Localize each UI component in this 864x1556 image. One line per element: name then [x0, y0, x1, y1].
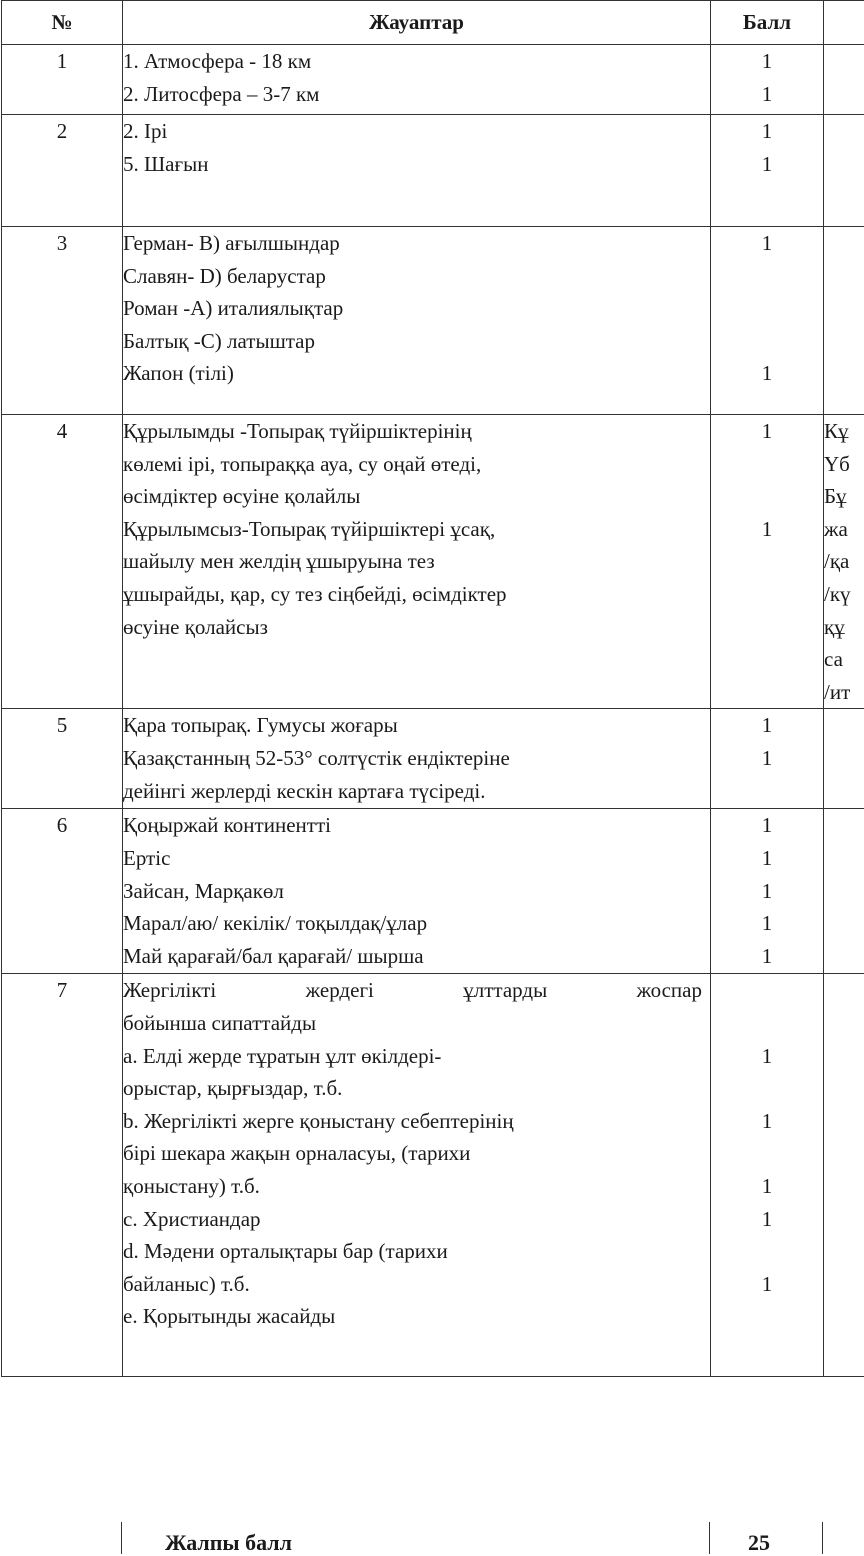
- answer-line: a. Елді жерде тұратын ұлт өкілдері-: [123, 1040, 710, 1073]
- table-row: [2, 974, 864, 1377]
- point-value: 1: [711, 148, 823, 181]
- extra-cell: [824, 227, 864, 415]
- point-value: 1: [711, 842, 823, 875]
- answer-line: [123, 180, 710, 213]
- extra-fragment: құ: [824, 611, 864, 644]
- point-value: [711, 974, 823, 1007]
- answer-line: [123, 1333, 710, 1366]
- total-row-divider-mid: [709, 1522, 710, 1554]
- point-value: 1: [711, 45, 823, 78]
- answer-cell: [123, 709, 711, 809]
- answer-line: көлемі ірі, топыраққа ауа, су оңай өтеді,: [123, 448, 710, 481]
- point-value: 1: [711, 357, 823, 390]
- point-value: 1: [711, 709, 823, 742]
- answer-line: Қоңыржай континентті: [123, 809, 710, 842]
- extra-cell: [824, 115, 864, 227]
- total-row-divider-left: [121, 1522, 122, 1554]
- answer-line: [123, 643, 710, 676]
- answers-table: [1, 0, 864, 1377]
- row-number: 4: [2, 415, 123, 709]
- answer-line: Славян- D) беларустар: [123, 260, 710, 293]
- point-value: [711, 545, 823, 578]
- point-value: [711, 775, 823, 808]
- answer-cell: [123, 809, 711, 974]
- answer-line: Құрылымды -Топырақ түйіршіктерінің: [123, 415, 710, 448]
- header-number: №: [2, 1, 123, 45]
- header-answers: Жауаптар: [123, 1, 711, 45]
- extra-cell: [824, 415, 864, 709]
- answer-line: Жапон (тілі): [123, 357, 710, 390]
- point-value: [711, 292, 823, 325]
- answer-line: 2. Ірі: [123, 115, 710, 148]
- row-number: 5: [2, 709, 123, 809]
- point-value: [711, 1137, 823, 1170]
- points-cell: [711, 974, 824, 1377]
- answer-line: бірі шекара жақын орналасуы, (тарихи: [123, 1137, 710, 1170]
- answer-line: Роман -А) италиялықтар: [123, 292, 710, 325]
- row-number: 6: [2, 809, 123, 974]
- point-value: 1: [711, 809, 823, 842]
- extra-fragment: жа: [824, 513, 864, 546]
- point-value: 1: [711, 415, 823, 448]
- answer-line: 5. Шағын: [123, 148, 710, 181]
- answer-line: бойынша сипаттайды: [123, 1007, 710, 1040]
- extra-fragment: /кү: [824, 578, 864, 611]
- answer-line: d. Мәдени орталықтары бар (тарихи: [123, 1235, 710, 1268]
- table-row: [2, 415, 864, 709]
- answer-line: Жергілікті жердегі ұлттарды жоспар: [123, 974, 710, 1007]
- answer-line: Балтық -С) латыштар: [123, 325, 710, 358]
- point-value: 1: [711, 940, 823, 973]
- point-value: 1: [711, 1040, 823, 1073]
- point-value: 1: [711, 1170, 823, 1203]
- extra-cell: [824, 45, 864, 115]
- point-value: [711, 643, 823, 676]
- table-header-row: [2, 1, 864, 45]
- answer-line: Қара топырақ. Гумусы жоғары: [123, 709, 710, 742]
- table-row: [2, 227, 864, 415]
- point-value: [711, 260, 823, 293]
- answer-line: c. Христиандар: [123, 1203, 710, 1236]
- row-number: 2: [2, 115, 123, 227]
- total-label: Жалпы балл: [165, 1530, 292, 1556]
- extra-fragment: /ит: [824, 676, 864, 709]
- points-cell: [711, 45, 824, 115]
- answer-line: байланыс) т.б.: [123, 1268, 710, 1301]
- extra-fragment: /қа: [824, 545, 864, 578]
- table-row: [2, 809, 864, 974]
- answer-line: орыстар, қырғыздар, т.б.: [123, 1072, 710, 1105]
- point-value: [711, 1235, 823, 1268]
- table-row: [2, 115, 864, 227]
- row-number: 1: [2, 45, 123, 115]
- table-row: [2, 709, 864, 809]
- extra-fragment: са: [824, 643, 864, 676]
- points-cell: [711, 227, 824, 415]
- point-value: 1: [711, 227, 823, 260]
- point-value: [711, 1072, 823, 1105]
- answer-cell: [123, 115, 711, 227]
- row-number: 7: [2, 974, 123, 1377]
- point-value: [711, 611, 823, 644]
- answer-line: e. Қорытынды жасайды: [123, 1300, 710, 1333]
- answer-line: b. Жергілікті жерге қоныстану себептерінің: [123, 1105, 710, 1138]
- point-value: 1: [711, 1105, 823, 1138]
- answer-line: ұшырайды, қар, су тез сіңбейді, өсімдіктер: [123, 578, 710, 611]
- answer-line: Май қарағай/бал қарағай/ шырша: [123, 940, 710, 973]
- answer-line: қоныстану) т.б.: [123, 1170, 710, 1203]
- row-number: 3: [2, 227, 123, 415]
- point-value: 1: [711, 513, 823, 546]
- answer-line: 2. Литосфера – 3-7 км: [123, 78, 710, 111]
- point-value: [711, 448, 823, 481]
- point-value: 1: [711, 115, 823, 148]
- answer-line: Зайсан, Марқакөл: [123, 875, 710, 908]
- header-points: Балл: [711, 1, 824, 45]
- point-value: 1: [711, 1203, 823, 1236]
- answer-cell: [123, 415, 711, 709]
- point-value: [711, 676, 823, 709]
- point-value: [711, 180, 823, 213]
- point-value: [711, 1007, 823, 1040]
- answer-line: Марал/аю/ кекілік/ тоқылдақ/ұлар: [123, 907, 710, 940]
- answer-line: шайылу мен желдің ұшыруына тез: [123, 545, 710, 578]
- point-value: 1: [711, 78, 823, 111]
- answer-line: Ертіс: [123, 842, 710, 875]
- extra-cell: [824, 974, 864, 1377]
- point-value: [711, 1333, 823, 1366]
- extra-fragment: Кұ: [824, 415, 864, 448]
- point-value: 1: [711, 907, 823, 940]
- point-value: 1: [711, 742, 823, 775]
- point-value: [711, 480, 823, 513]
- answer-line: Герман- В) ағылшындар: [123, 227, 710, 260]
- header-extra: [824, 1, 864, 45]
- answer-line: [123, 676, 710, 709]
- extra-fragment: Бұ: [824, 480, 864, 513]
- point-value: [711, 578, 823, 611]
- point-value: [711, 325, 823, 358]
- answer-line: дейінгі жерлерді кескін картаға түсіреді.: [123, 775, 710, 808]
- points-cell: [711, 709, 824, 809]
- answer-line: Қазақстанның 52-53° солтүстік ендіктеріне: [123, 742, 710, 775]
- answer-cell: [123, 45, 711, 115]
- answer-line: өсімдіктер өсуіне қолайлы: [123, 480, 710, 513]
- table-row: [2, 45, 864, 115]
- points-cell: [711, 115, 824, 227]
- extra-fragment: Үб: [824, 448, 864, 481]
- answer-line: өсуіне қолайсыз: [123, 611, 710, 644]
- points-cell: [711, 809, 824, 974]
- point-value: [711, 1300, 823, 1333]
- points-cell: [711, 415, 824, 709]
- total-row-divider-right: [822, 1522, 823, 1554]
- point-value: 1: [711, 1268, 823, 1301]
- total-value: 25: [748, 1530, 770, 1556]
- extra-cell: [824, 709, 864, 809]
- answer-cell: [123, 227, 711, 415]
- extra-cell: [824, 809, 864, 974]
- point-value: 1: [711, 875, 823, 908]
- answer-cell: [123, 974, 711, 1377]
- answer-line: 1. Атмосфера - 18 км: [123, 45, 710, 78]
- answer-line: Құрылымсыз-Топырақ түйіршіктері ұсақ,: [123, 513, 710, 546]
